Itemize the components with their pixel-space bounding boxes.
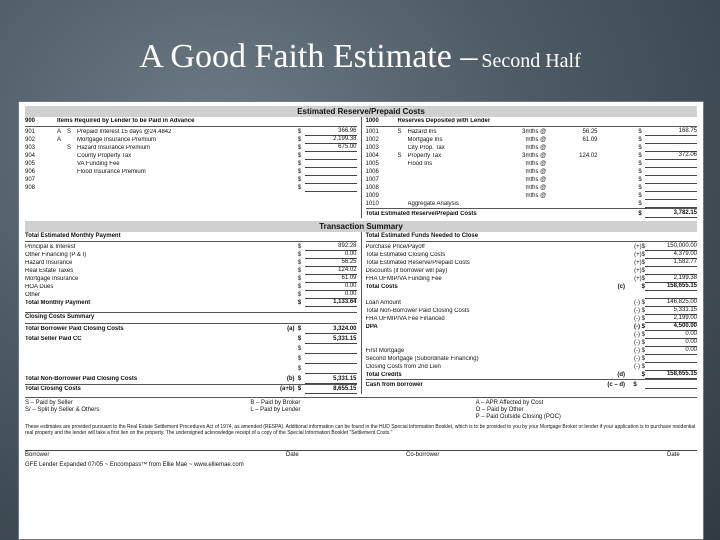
funds-label: Closing Costs from 2nd Lien <box>365 364 441 371</box>
dollar-sign: $ <box>297 336 302 343</box>
funds-sign: $ <box>641 372 645 379</box>
dollar-sign: $ <box>638 169 642 175</box>
monthly-column <box>25 232 362 393</box>
dollar-sign: $ <box>297 137 302 143</box>
funds-label: Total Non-Borrower Paid Closing Costs <box>365 308 470 315</box>
item-900-row <box>25 128 357 136</box>
item-amount <box>645 176 697 184</box>
item-code: 1004 <box>365 153 379 159</box>
funds-label: Discounts (if borrower will pay) <box>365 268 448 275</box>
reserve-total-label: Total Estimated Reserve/Prepaid Costs <box>365 211 477 217</box>
item-code: 904 <box>25 153 36 159</box>
reserve-band: Estimated Reserve/Prepaid Costs <box>25 106 697 117</box>
cash-row <box>366 379 698 389</box>
item-900-row <box>25 160 357 168</box>
item-900-row <box>25 152 357 160</box>
funds-sign: (+)$ <box>634 244 645 251</box>
cash-value <box>645 381 697 389</box>
legend-item: S/ – Split by Seller & Others <box>25 406 100 413</box>
monthly-total-label: Total Monthly Payment <box>25 300 91 307</box>
monthly-amount: 892.28 <box>305 243 357 251</box>
item-code: 1005 <box>365 161 379 167</box>
item-mths-word: mths @ <box>525 129 547 135</box>
item-1000-row <box>366 168 698 176</box>
funds-amount: 158,655.15 <box>645 371 697 379</box>
funds-amount: 1,582.77 <box>645 259 697 267</box>
funds-amount: 2,199.00 <box>645 315 697 323</box>
borrower-label: Borrower <box>25 452 50 459</box>
dollar-sign: $ <box>297 276 302 283</box>
item-1000-row <box>366 160 698 168</box>
funds-row <box>366 243 698 251</box>
dollar-sign: $ <box>297 268 302 275</box>
cc-amount <box>305 346 357 354</box>
monthly-row <box>25 243 357 251</box>
funds-column <box>362 232 698 393</box>
slide-title-sub: Second Half <box>481 50 581 72</box>
item-code: 907 <box>25 177 36 183</box>
items-900-list <box>25 128 357 192</box>
funds-row <box>366 291 698 299</box>
monthly-label: Hazard Insurance <box>25 260 73 267</box>
transaction-section <box>25 232 697 393</box>
item-rate: 124.02 <box>579 153 598 159</box>
monthly-row <box>25 283 357 291</box>
dollar-sign: $ <box>297 346 302 353</box>
dollar-sign: $ <box>297 356 302 363</box>
item-mths-word: mths @ <box>525 145 547 151</box>
funds-label: Purchase Price/Payoff <box>365 244 425 251</box>
monthly-row <box>25 259 357 267</box>
dollar-sign: $ <box>638 153 642 159</box>
funds-tag: (d) <box>617 372 625 379</box>
monthly-amount: 0.00 <box>305 251 357 259</box>
monthly-label: Other Financing (P & I) <box>25 252 87 259</box>
funds-sign: (-) $ <box>634 332 645 339</box>
item-1000-row <box>366 200 698 208</box>
dollar-sign: $ <box>297 129 302 135</box>
funds-row <box>366 355 698 363</box>
item-amount <box>305 168 357 176</box>
date-label: Date <box>667 452 680 459</box>
dollar-sign: $ <box>638 185 642 191</box>
funds-amount <box>645 267 697 275</box>
funds-sign: (-) $ <box>634 300 645 307</box>
item-900-row <box>25 184 357 192</box>
date-label: Date <box>286 452 299 459</box>
monthly-list <box>25 243 357 299</box>
funds-row <box>366 307 698 315</box>
funds-sign: (-) $ <box>634 356 645 363</box>
cc-total-label: Total Closing Costs <box>25 386 81 393</box>
funds-row <box>366 315 698 323</box>
monthly-row <box>25 291 357 299</box>
funds-amount <box>645 291 697 299</box>
hdr-code: 900 <box>25 118 36 124</box>
funds-sign: (-) $ <box>634 308 645 315</box>
item-amount <box>645 200 697 208</box>
funds-row <box>366 339 698 347</box>
item-code: 906 <box>25 169 36 175</box>
funds-label: Total Costs <box>365 284 398 291</box>
cc-row <box>25 334 357 344</box>
item-1000-row <box>366 176 698 184</box>
item-amount <box>645 160 697 168</box>
dollar-sign: $ <box>297 145 302 151</box>
monthly-amount: 0.00 <box>305 283 357 291</box>
cc-summary-header: Closing Costs Summary <box>25 312 357 323</box>
item-1000-row <box>366 192 698 200</box>
cc-row <box>25 354 357 364</box>
funds-sign: (+)$ <box>634 268 645 275</box>
cc-label: Total Borrower Paid Closing Costs <box>25 326 124 333</box>
legend-item <box>250 414 471 421</box>
monthly-row <box>25 251 357 259</box>
funds-row <box>366 251 698 259</box>
cc-total-row <box>25 384 357 394</box>
legend <box>25 397 697 422</box>
cc-list <box>25 324 357 384</box>
monthly-total-value: 1,133.64 <box>305 299 357 307</box>
monthly-row <box>25 267 357 275</box>
funds-row <box>366 275 698 283</box>
item-mths-word: mths @ <box>525 169 547 175</box>
legend-item <box>25 414 246 421</box>
funds-amount: 158,655.15 <box>645 283 697 291</box>
funds-tag: (c) <box>617 284 625 291</box>
dollar-sign: $ <box>297 169 302 175</box>
funds-sign: $ <box>641 284 645 291</box>
item-flag: A <box>57 129 62 135</box>
monthly-amount: 56.25 <box>305 259 357 267</box>
funds-label: Total Estimated Reserve/Prepaid Costs <box>365 260 470 267</box>
item-mths-word: mths @ <box>525 185 547 191</box>
item-code: 905 <box>25 161 36 167</box>
monthly-row <box>25 275 357 283</box>
funds-label: Total Estimated Closing Costs <box>365 252 446 259</box>
funds-amount <box>645 363 697 371</box>
item-mths-word: mths @ <box>525 177 547 183</box>
reserve-section <box>25 117 697 218</box>
item-desc: Prepaid Interest 15 days @24.4842 <box>77 129 172 135</box>
coborrower-label: Co-borrower <box>406 452 440 459</box>
dollar-sign: $ <box>297 284 302 291</box>
cc-amount: 5,331.15 <box>305 336 357 344</box>
item-amount <box>645 184 697 192</box>
funds-row <box>366 323 698 331</box>
dollar-sign: $ <box>638 193 642 199</box>
funds-sign: (+)$ <box>634 276 645 283</box>
funds-row <box>366 331 698 339</box>
funds-amount: 0.00 <box>645 331 697 339</box>
item-amount <box>305 184 357 192</box>
funds-label: Total Credits <box>365 372 402 379</box>
item-amount: 2,199.38 <box>305 136 357 144</box>
dollar-sign: $ <box>297 366 302 373</box>
item-1000-row <box>366 184 698 192</box>
item-code: 908 <box>25 185 36 191</box>
dollar-sign: $ <box>638 137 642 143</box>
item-code: 1010 <box>365 201 379 207</box>
cc-tag: (b) <box>286 376 295 383</box>
cc-total-tag: (a+b) <box>279 386 295 393</box>
funds-row <box>366 347 698 355</box>
funds-amount: 4,379.00 <box>645 251 697 259</box>
transaction-band: Transaction Summary <box>25 221 697 232</box>
monthly-total-row <box>25 299 357 307</box>
hdr-code: 1000 <box>365 118 379 124</box>
item-mths-word: mths @ <box>525 137 547 143</box>
item-code: 1002 <box>365 137 379 143</box>
funds-label: FHA UFMIP/VA Funding Fee <box>365 276 442 283</box>
dollar-sign: $ <box>638 211 642 217</box>
dollar-sign: $ <box>297 244 302 251</box>
hdr-desc: Reserves Deposited with Lender <box>397 118 491 124</box>
legend-item: A – APR Affected by Cost <box>475 399 544 406</box>
item-900-row <box>25 176 357 184</box>
item-900-row <box>25 144 357 152</box>
item-code: 903 <box>25 145 36 151</box>
item-code: 1006 <box>365 169 379 175</box>
item-desc: Aggregate Analysis <box>407 201 459 207</box>
signature-line <box>25 450 697 459</box>
funds-label: Loan Amount <box>365 300 401 307</box>
monthly-label: Real Estate Taxes <box>25 268 74 275</box>
item-900-row <box>25 136 357 144</box>
funds-sign: (+)$ <box>634 252 645 259</box>
legend-item: L – Paid by Lender <box>250 406 301 413</box>
funds-list <box>366 243 698 379</box>
items-900-column <box>25 117 362 218</box>
dollar-sign: $ <box>638 145 642 151</box>
cash-label: Cash from borrower <box>365 382 423 389</box>
item-months: 3 <box>522 153 526 159</box>
item-amount <box>305 160 357 168</box>
item-code: 1003 <box>365 145 379 151</box>
dollar-sign: $ <box>638 161 642 167</box>
item-desc: Hazard Ins <box>407 129 437 135</box>
funds-amount: 2,199.38 <box>645 275 697 283</box>
cc-amount <box>305 366 357 374</box>
footer: GFE Lender Expanded 07/05 ~ Encompass™ from Ellie Mae ~ www.elliemae.com <box>25 462 244 469</box>
dollar-sign: $ <box>297 260 302 267</box>
hdr-desc: Items Required by Lender to be Paid in Advance <box>57 118 195 124</box>
funds-label: First Mortgage <box>365 348 405 355</box>
funds-row <box>366 259 698 267</box>
items-1000-header <box>366 117 698 127</box>
legend-item: O – Paid by Other <box>475 406 524 413</box>
item-desc: Mortgage Ins <box>407 137 443 143</box>
funds-amount: 0.00 <box>645 347 697 355</box>
items-1000-list <box>366 128 698 208</box>
funds-sign: (-) $ <box>634 340 645 347</box>
dollar-sign: $ <box>638 177 642 183</box>
monthly-label: Other <box>25 292 41 299</box>
item-rate: 56.25 <box>582 129 598 135</box>
item-amount: 366.96 <box>305 128 357 136</box>
monthly-amount: 124.02 <box>305 267 357 275</box>
cc-amount: 5,331.15 <box>305 376 357 384</box>
item-mark: S <box>67 129 72 135</box>
reserve-total-row <box>366 208 698 218</box>
funds-label: Second Mortgage (Subordinate Financing) <box>365 356 479 363</box>
item-desc: Flood Insurance Premium <box>77 169 146 175</box>
funds-sign: (+)$ <box>634 260 645 267</box>
cc-row <box>25 324 357 334</box>
dollar-sign: $ <box>297 300 302 307</box>
item-900-row <box>25 168 357 176</box>
item-amount <box>305 152 357 160</box>
item-code: 1001 <box>365 129 379 135</box>
funds-header: Total Estimated Funds Needed to Close <box>366 232 698 242</box>
dollar-sign: $ <box>297 326 302 333</box>
funds-label: DPA <box>365 324 378 331</box>
cc-row <box>25 374 357 384</box>
item-desc: County Property Tax <box>77 153 132 159</box>
items-900-header <box>25 117 357 127</box>
item-mths-word: mths @ <box>525 193 547 199</box>
item-1000-row <box>366 144 698 152</box>
legend-item: B – Paid by Broker <box>250 399 301 406</box>
item-rate: 61.09 <box>582 137 598 143</box>
funds-row <box>366 283 698 291</box>
cc-amount: 3,324.00 <box>305 326 357 334</box>
item-flag: A <box>57 137 62 143</box>
item-desc: Property Tax <box>407 153 442 159</box>
funds-label: FHA UFMIP/VA Fee Financed <box>365 316 445 323</box>
dollar-sign: $ <box>297 386 302 393</box>
cc-row <box>25 344 357 354</box>
item-code: 902 <box>25 137 36 143</box>
dollar-sign: $ <box>297 292 302 299</box>
funds-amount: 5,331.15 <box>645 307 697 315</box>
funds-row <box>366 371 698 379</box>
item-amount <box>645 144 697 152</box>
item-code: 1009 <box>365 193 379 199</box>
item-mths-word: mths @ <box>525 161 547 167</box>
item-amount <box>645 168 697 176</box>
monthly-label: HOA Dues <box>25 284 54 291</box>
legend-item: S – Paid by Seller <box>25 399 73 406</box>
item-code: 1007 <box>365 177 379 183</box>
funds-amount: 150,000.00 <box>645 243 697 251</box>
item-mark: S <box>397 129 402 135</box>
dollar-sign: $ <box>297 161 302 167</box>
item-desc: Hazard Insurance Premium <box>77 145 151 151</box>
item-mths-word: mths @ <box>525 153 547 159</box>
item-code: 901 <box>25 129 36 135</box>
funds-sign: (-) $ <box>634 348 645 355</box>
legend-item: P – Paid Outside Closing (POC) <box>475 414 561 421</box>
item-amount <box>645 136 697 144</box>
monthly-label: Principal & Interest <box>25 244 76 251</box>
item-mark: S <box>397 153 402 159</box>
funds-row <box>366 363 698 371</box>
item-desc: Flood Ins <box>407 161 433 167</box>
monthly-amount: 61.09 <box>305 275 357 283</box>
cc-total-value: 8,655.15 <box>305 386 357 394</box>
item-amount: 168.75 <box>645 128 697 136</box>
item-1000-row <box>366 136 698 144</box>
funds-row <box>366 299 698 307</box>
dollar-sign: $ <box>297 185 302 191</box>
reserve-total-value: 3,782.15 <box>645 210 697 218</box>
cc-tag: (a) <box>287 326 295 333</box>
cc-amount <box>305 356 357 364</box>
funds-sign: (-) $ <box>634 324 645 331</box>
funds-amount: 0.00 <box>645 339 697 347</box>
dollar-sign: $ <box>638 201 642 207</box>
item-desc: City Prop. Tax <box>407 145 445 151</box>
funds-amount <box>645 355 697 363</box>
dollar-sign: $ <box>297 376 302 383</box>
item-1000-row <box>366 152 698 160</box>
cc-label: Total Non-Borrower Paid Closing Costs <box>25 376 138 383</box>
dollar-sign: $ <box>297 252 302 259</box>
funds-sign: (-) $ <box>634 364 645 371</box>
dollar-sign: $ <box>638 129 642 135</box>
dollar-sign: $ <box>297 153 302 159</box>
item-1000-row <box>366 128 698 136</box>
item-amount <box>305 176 357 184</box>
slide-title <box>0 38 720 76</box>
items-1000-column <box>362 117 698 218</box>
dollar-sign: $ <box>633 382 637 389</box>
item-amount: 675.00 <box>305 144 357 152</box>
funds-sign: (-) $ <box>634 316 645 323</box>
item-code: 1008 <box>365 185 379 191</box>
monthly-amount: 0.00 <box>305 291 357 299</box>
dollar-sign: $ <box>297 177 302 183</box>
cc-label: Total Seller Paid CC <box>25 336 82 343</box>
cc-row <box>25 364 357 374</box>
item-amount <box>645 192 697 200</box>
item-desc: Mortgage Insurance Premium <box>77 137 157 143</box>
funds-amount: 4,500.00 <box>645 323 697 331</box>
item-months: 3 <box>522 129 526 135</box>
funds-amount: 146,825.00 <box>645 299 697 307</box>
disclaimer: These estimates are provided pursuant to the Real Estate Settlement Procedures Act of 1974, as amended (RESPA). Additional information can be found in the HUD Special Information Booklet, which is to be provided to you by your Mortgage Broker or lender if your application is to purchase residential real property and the lender will take a first lien on the property. The undersigned acknowledge receipt of a copy of the Special Information Booklet "Settlement Costs." <box>25 424 696 437</box>
funds-row <box>366 267 698 275</box>
item-amount: 372.06 <box>645 152 697 160</box>
item-desc: VA Funding Fee <box>77 161 120 167</box>
cash-tag: (c – d) <box>607 382 625 389</box>
slide-title-main: A Good Faith Estimate – <box>139 38 478 75</box>
gfe-document <box>18 101 704 540</box>
monthly-label: Mortgage Insurance <box>25 276 79 283</box>
item-mark: S <box>67 145 72 151</box>
monthly-header: Total Estimated Monthly Payment <box>25 232 357 242</box>
